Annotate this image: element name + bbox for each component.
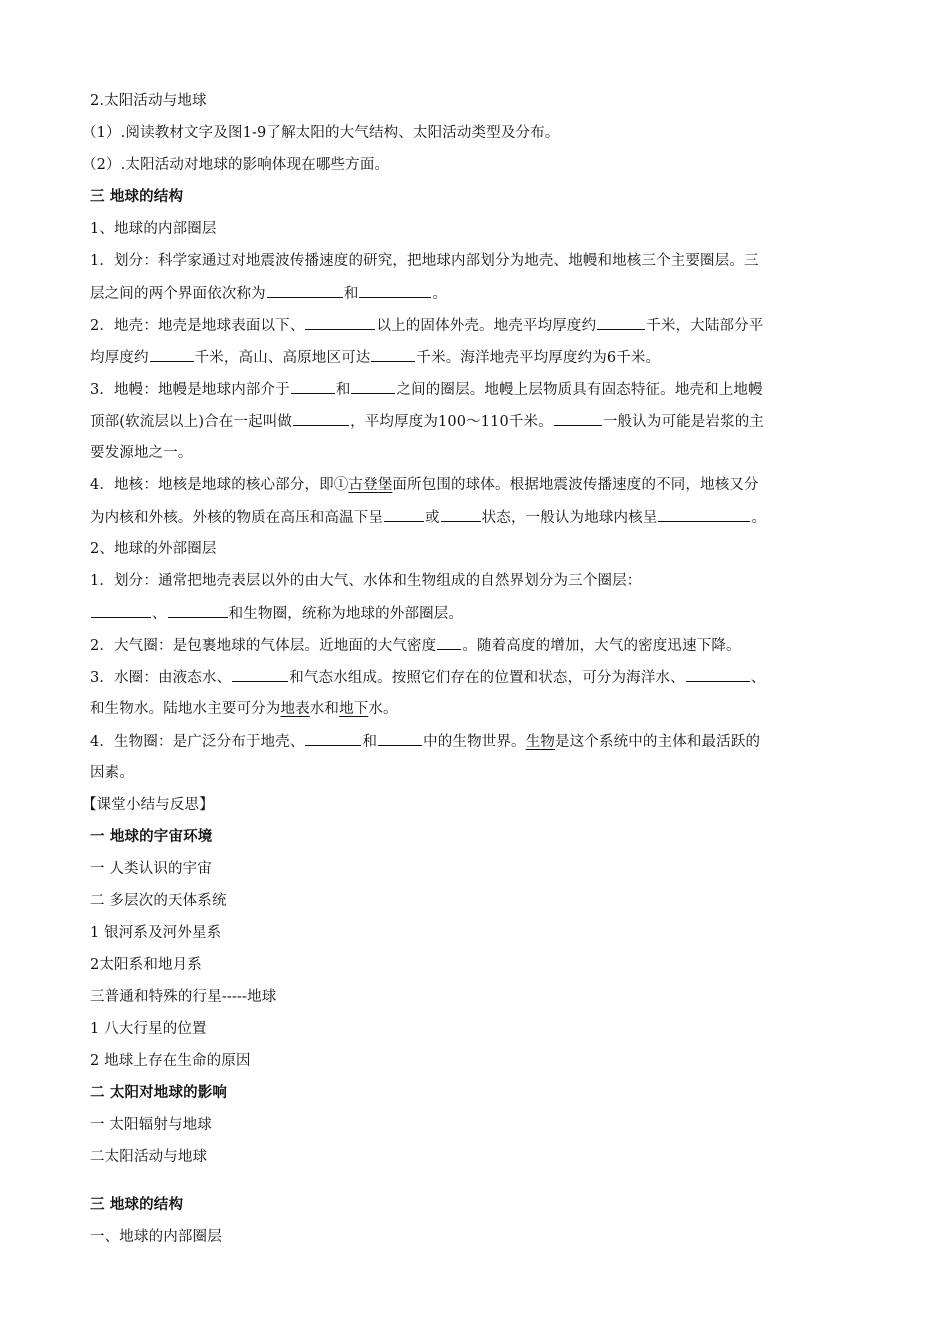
inner-p4-line2 xyxy=(90,507,870,528)
fill-blank[interactable] xyxy=(359,283,431,298)
summary-s1-2: 二 多层次的天体系统 xyxy=(90,893,227,909)
fill-blank[interactable] xyxy=(305,731,361,746)
fill-blank[interactable] xyxy=(371,347,415,362)
text: 。随着高度的增加，大气的密度迅速下降。 xyxy=(462,638,741,654)
text: 。 xyxy=(432,286,448,302)
fill-blank[interactable] xyxy=(305,315,375,330)
inner-layers-title: 1、地球的内部圈层 xyxy=(90,221,217,237)
fill-blank[interactable] xyxy=(384,507,424,522)
summary-s1-3-1: 1 八大行星的位置 xyxy=(90,1021,207,1037)
fill-blank[interactable] xyxy=(441,507,481,522)
outer-p3-line1 xyxy=(90,667,870,688)
underlined-term: 地下 xyxy=(339,701,369,717)
text: 4．地核：地核是地球的核心部分，即① xyxy=(90,477,349,493)
text: 3．地幔：地幔是地球内部介于 xyxy=(90,382,290,398)
underlined-term: 古登堡 xyxy=(348,477,393,493)
text: 顶部(软流层以上)合在一起叫做 xyxy=(90,414,293,430)
fill-blank[interactable] xyxy=(378,731,422,746)
inner-p1-line2 xyxy=(90,283,870,304)
text: 千米。海洋地壳平均厚度约为6千米。 xyxy=(416,350,661,366)
text: 和 xyxy=(362,734,378,750)
summary-s2: 二 太阳对地球的影响 xyxy=(90,1084,228,1101)
inner-p2-line2 xyxy=(90,347,870,368)
text: 把地球内部划分为地壳、地幔和地核三个主要圈层。三 xyxy=(407,253,759,269)
fill-blank[interactable] xyxy=(293,411,349,426)
inner-p2-line1 xyxy=(90,315,870,336)
summary-s1-1: 一 人类认识的宇宙 xyxy=(90,861,212,877)
fill-blank[interactable] xyxy=(437,635,461,650)
text: 和生物水。陆地水主要可分为 xyxy=(90,701,281,717)
text: 千米，高山、高原地区可达 xyxy=(194,350,371,366)
inner-p4-line1 xyxy=(90,475,870,495)
text: 。 xyxy=(751,510,767,526)
text: 水和 xyxy=(309,701,340,717)
outer-p2 xyxy=(90,635,870,656)
text: 和生物圈，统称为地球的外部圈层。 xyxy=(228,606,464,622)
summary-s1-3: 三普通和特殊的行星-----地球 xyxy=(90,989,277,1005)
inner-p3-line1 xyxy=(90,379,870,400)
text: 以上的固体外壳。地壳平均厚度约 xyxy=(376,318,597,334)
text: 层之间的两个界面依次称为 xyxy=(90,286,266,302)
text: 2．大气圈：是包裹地球的气体层。近地面的大气密度 xyxy=(90,638,437,654)
summary-s1-2-2: 2太阳系和地月系 xyxy=(90,957,202,973)
outer-p1-line2 xyxy=(90,603,870,624)
text: 一般认为可能是岩浆的主 xyxy=(602,414,764,430)
outer-layers-title: 2、地球的外部圈层 xyxy=(90,541,217,557)
summary-s1-3-2: 2 地球上存在生命的原因 xyxy=(90,1053,251,1069)
text: 2．地壳：地壳是地球表面以下、 xyxy=(90,318,305,334)
text: 、 xyxy=(750,670,766,686)
text: 千米，大陆部分平 xyxy=(646,318,764,334)
fill-blank[interactable] xyxy=(351,379,395,394)
summary-s2-1: 一 太阳辐射与地球 xyxy=(90,1117,212,1133)
text: 4．生物圈：是广泛分布于地壳、 xyxy=(90,734,305,750)
inner-p1-line1 xyxy=(90,251,870,271)
fill-blank[interactable] xyxy=(91,603,151,618)
text: 和 xyxy=(335,382,351,398)
underlined-term: 生物 xyxy=(525,734,556,750)
text: 的研究， xyxy=(348,253,408,269)
fill-blank[interactable] xyxy=(597,315,645,330)
question-1: （1）.阅读教材文字及图1-9了解太阳的大气结构、太阳活动类型及分布。 xyxy=(82,125,560,141)
text: 面所包围的球体。根据地震波传播速度的不同，地核又分 xyxy=(392,477,759,493)
summary-s1: 一 地球的宇宙环境 xyxy=(90,828,213,845)
text: 和 xyxy=(343,286,359,302)
question-2: （2）.太阳活动对地球的影响体现在哪些方面。 xyxy=(82,157,390,173)
text: 水。 xyxy=(368,701,398,717)
text: 1．划分：科学家通过对地震波传播速度 xyxy=(90,253,349,269)
summary-s3: 三 地球的结构 xyxy=(90,1196,184,1213)
outer-p1-line1: 1．划分：通常把地壳表层以外的由大气、水体和生物组成的自然界划分为三个圈层： xyxy=(90,573,642,589)
text: ，平均厚度为100～110千米。 xyxy=(350,414,553,430)
inner-p3-line3: 要发源地之一。 xyxy=(90,445,193,461)
outer-p4-line2: 因素。 xyxy=(90,765,134,781)
inner-p3-line2 xyxy=(90,411,870,432)
text: 中的生物世界。 xyxy=(423,734,526,750)
fill-blank[interactable] xyxy=(267,283,343,298)
outer-p3-line2 xyxy=(90,699,870,719)
section-3-title: 三 地球的结构 xyxy=(90,188,184,205)
text: 或 xyxy=(425,510,440,526)
section-2-title: 2.太阳活动与地球 xyxy=(90,93,207,109)
fill-blank[interactable] xyxy=(150,347,194,362)
fill-blank[interactable] xyxy=(168,603,228,618)
fill-blank[interactable] xyxy=(291,379,335,394)
text: 均厚度约 xyxy=(90,350,149,366)
fill-blank[interactable] xyxy=(658,507,750,522)
fill-blank[interactable] xyxy=(232,667,288,682)
text: 3．水圈：由液态水、 xyxy=(90,670,232,686)
summary-s2-2: 二太阳活动与地球 xyxy=(90,1149,208,1165)
fill-blank[interactable] xyxy=(554,411,602,426)
summary-heading: 【课堂小结与反思】 xyxy=(82,797,214,813)
text: 、 xyxy=(152,606,167,622)
summary-s1-2-1: 1 银河系及河外星系 xyxy=(90,925,222,941)
underlined-term: 地表 xyxy=(280,701,310,717)
outer-p4-line1 xyxy=(90,731,870,752)
text: 之间的圈层。地幔上层物质具有固态特征。地壳和上地幔 xyxy=(396,382,763,398)
fill-blank[interactable] xyxy=(686,667,750,682)
summary-s3-1: 一、地球的内部圈层 xyxy=(90,1229,222,1245)
text: 为内核和外核。外核的物质在高压和高温下呈 xyxy=(90,510,383,526)
text: 是这个系统中的主体和最活跃的 xyxy=(555,734,761,750)
text: 状态，一般认为地球内核呈 xyxy=(481,510,658,526)
text: 和气态水组成。按照它们存在的位置和状态，可分为海洋水、 xyxy=(289,670,685,686)
